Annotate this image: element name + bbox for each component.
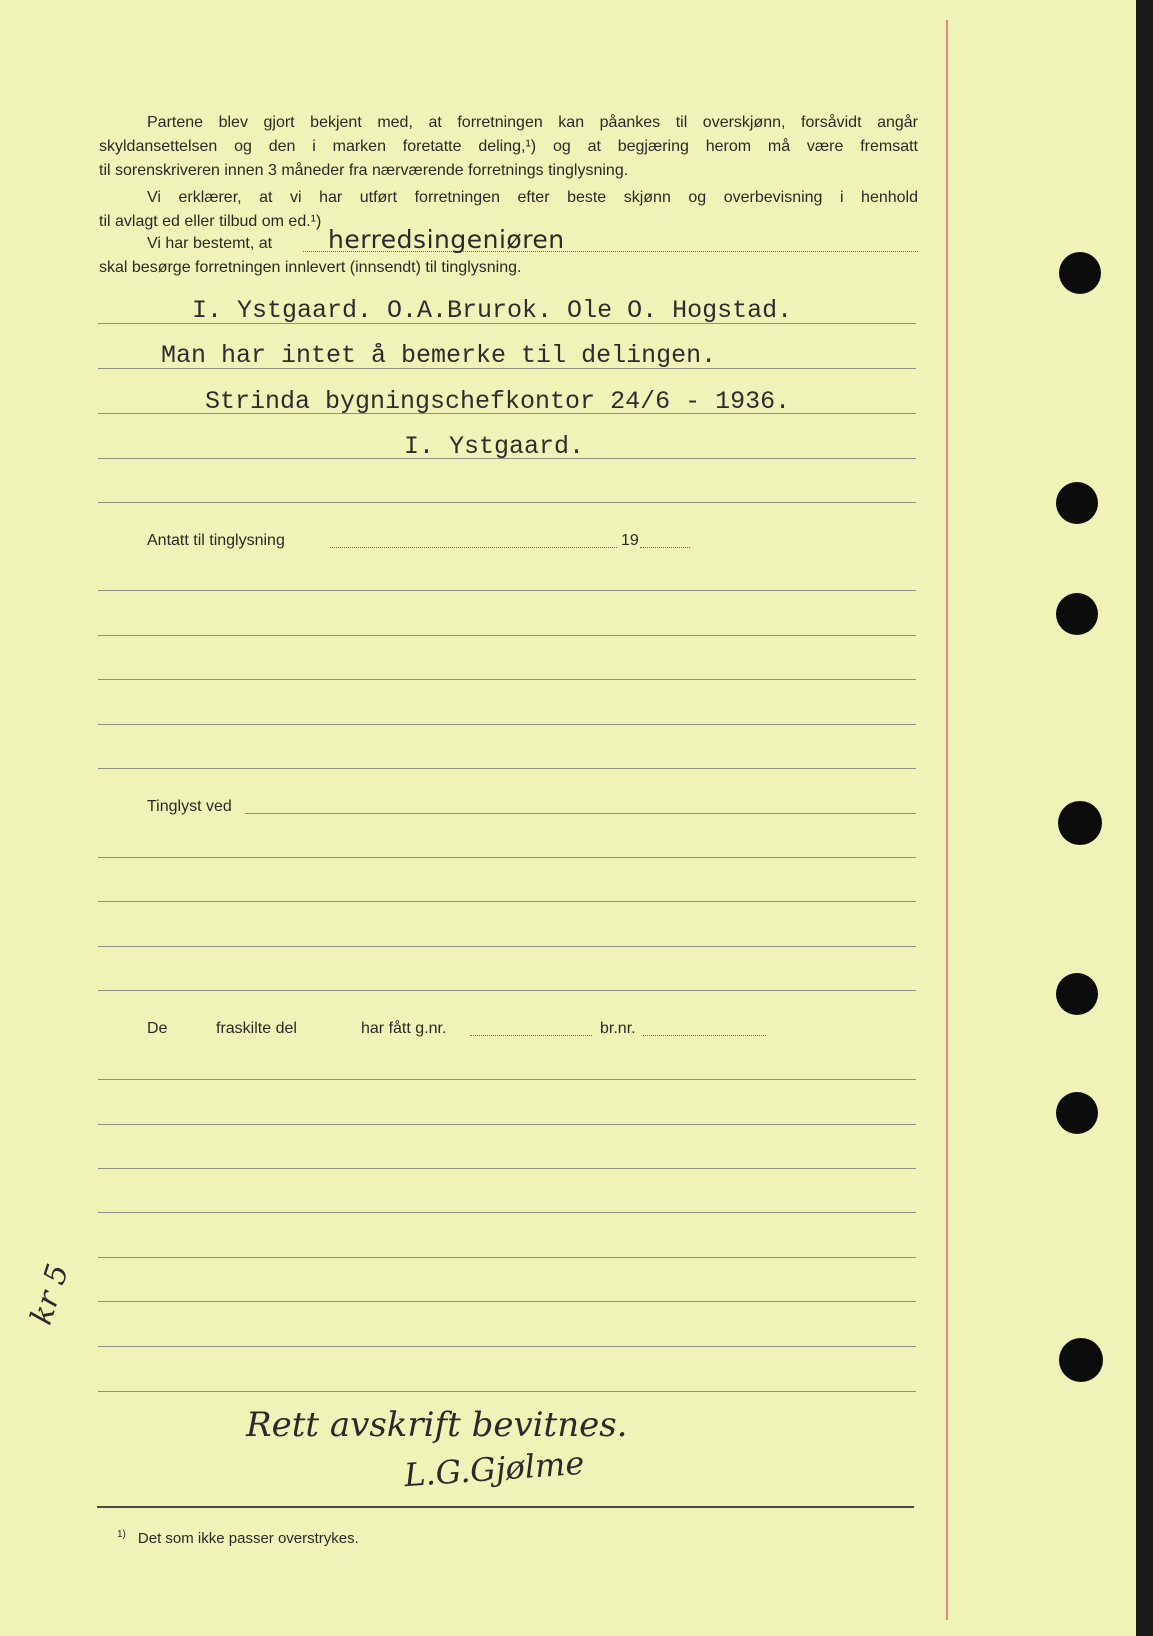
appeal-line-2: skyldansettelsen og den i marken foretatte deling,¹) og at begjæring herom må være fremsatt — [99, 138, 918, 155]
typed-remark-line: Man har intet å bemerke til delingen. — [161, 341, 717, 370]
tinglyst-line — [245, 813, 916, 814]
declaration-line-2: til avlagt ed eller tilbud om ed.¹) — [99, 213, 322, 230]
fraskilt-de: De — [147, 1020, 168, 1037]
rule-line — [98, 1212, 916, 1213]
rule-line — [98, 724, 916, 725]
bestemt-value: herredsingeniøren — [328, 225, 565, 254]
rule-line — [98, 1346, 916, 1347]
footnote-separator — [97, 1506, 914, 1508]
margin-note: kr 5 — [24, 1259, 77, 1329]
typed-final-signature-line: I. Ystgaard. — [404, 432, 585, 461]
appeal-line-1: Partene blev gjort bekjent med, at forretningen kan påankes til overskjønn, forsåvidt angår — [147, 114, 918, 131]
rule-line — [98, 323, 916, 324]
brnr-dotted-line — [643, 1035, 766, 1036]
rule-line — [98, 679, 916, 680]
rule-line — [98, 1301, 916, 1302]
appeal-line-3: til sorenskriveren innen 3 måneder fra nærværende forretnings tinglysning. — [99, 162, 629, 179]
punch-hole — [1059, 1338, 1103, 1382]
rule-line — [98, 901, 916, 902]
footnote — [117, 1529, 359, 1547]
rule-line — [98, 1257, 916, 1258]
rule-line — [98, 1168, 916, 1169]
fraskilt-brnr-label: br.nr. — [600, 1020, 636, 1037]
punch-hole — [1056, 1092, 1098, 1134]
rule-line — [98, 946, 916, 947]
rule-line — [98, 635, 916, 636]
antatt-year: 19 — [621, 532, 639, 549]
fraskilt-del: fraskilte del — [216, 1020, 297, 1037]
footnote-mark: 1) — [117, 1529, 126, 1540]
punch-hole — [1058, 801, 1102, 845]
punch-hole — [1056, 973, 1098, 1015]
fraskilt-gnr-label: har fått g.nr. — [361, 1020, 447, 1037]
besorge-text: skal besørge forretningen innlevert (innsendt) til tinglysning. — [99, 259, 522, 276]
antatt-year-dotted-line — [640, 547, 690, 548]
certification-handwriting: Rett avskrift bevitnes. — [246, 1405, 628, 1445]
rule-line — [98, 857, 916, 858]
rule-line — [98, 768, 916, 769]
rule-line — [98, 413, 916, 414]
rule-line — [98, 368, 916, 369]
bestemt-label: Vi har bestemt, at — [147, 235, 273, 252]
rule-line — [98, 1391, 916, 1392]
red-margin-line — [946, 20, 948, 1620]
rule-line — [98, 1124, 916, 1125]
rule-line — [98, 458, 916, 459]
declaration-line-1: Vi erklærer, at vi har utført forretningen efter beste skjønn og overbevisning i henhold — [147, 189, 918, 206]
signature-handwriting: L.G.Gjølme — [402, 1443, 586, 1495]
rule-line — [98, 590, 916, 591]
rule-line — [98, 1079, 916, 1080]
rule-line — [98, 502, 916, 503]
punch-hole — [1059, 252, 1101, 294]
antatt-label: Antatt til tinglysning — [147, 532, 285, 549]
antatt-dotted-line — [330, 547, 617, 548]
punch-hole — [1056, 593, 1098, 635]
rule-line — [98, 990, 916, 991]
typed-signatures-line: I. Ystgaard. O.A.Brurok. Ole O. Hogstad. — [192, 296, 793, 325]
punch-hole — [1056, 482, 1098, 524]
footnote-text: Det som ikke passer overstrykes. — [137, 1530, 359, 1547]
gnr-dotted-line — [470, 1035, 592, 1036]
typed-office-date-line: Strinda bygningschefkontor 24/6 - 1936. — [205, 387, 791, 416]
appeal-paragraph — [99, 111, 918, 183]
tinglyst-label: Tinglyst ved — [147, 798, 232, 815]
